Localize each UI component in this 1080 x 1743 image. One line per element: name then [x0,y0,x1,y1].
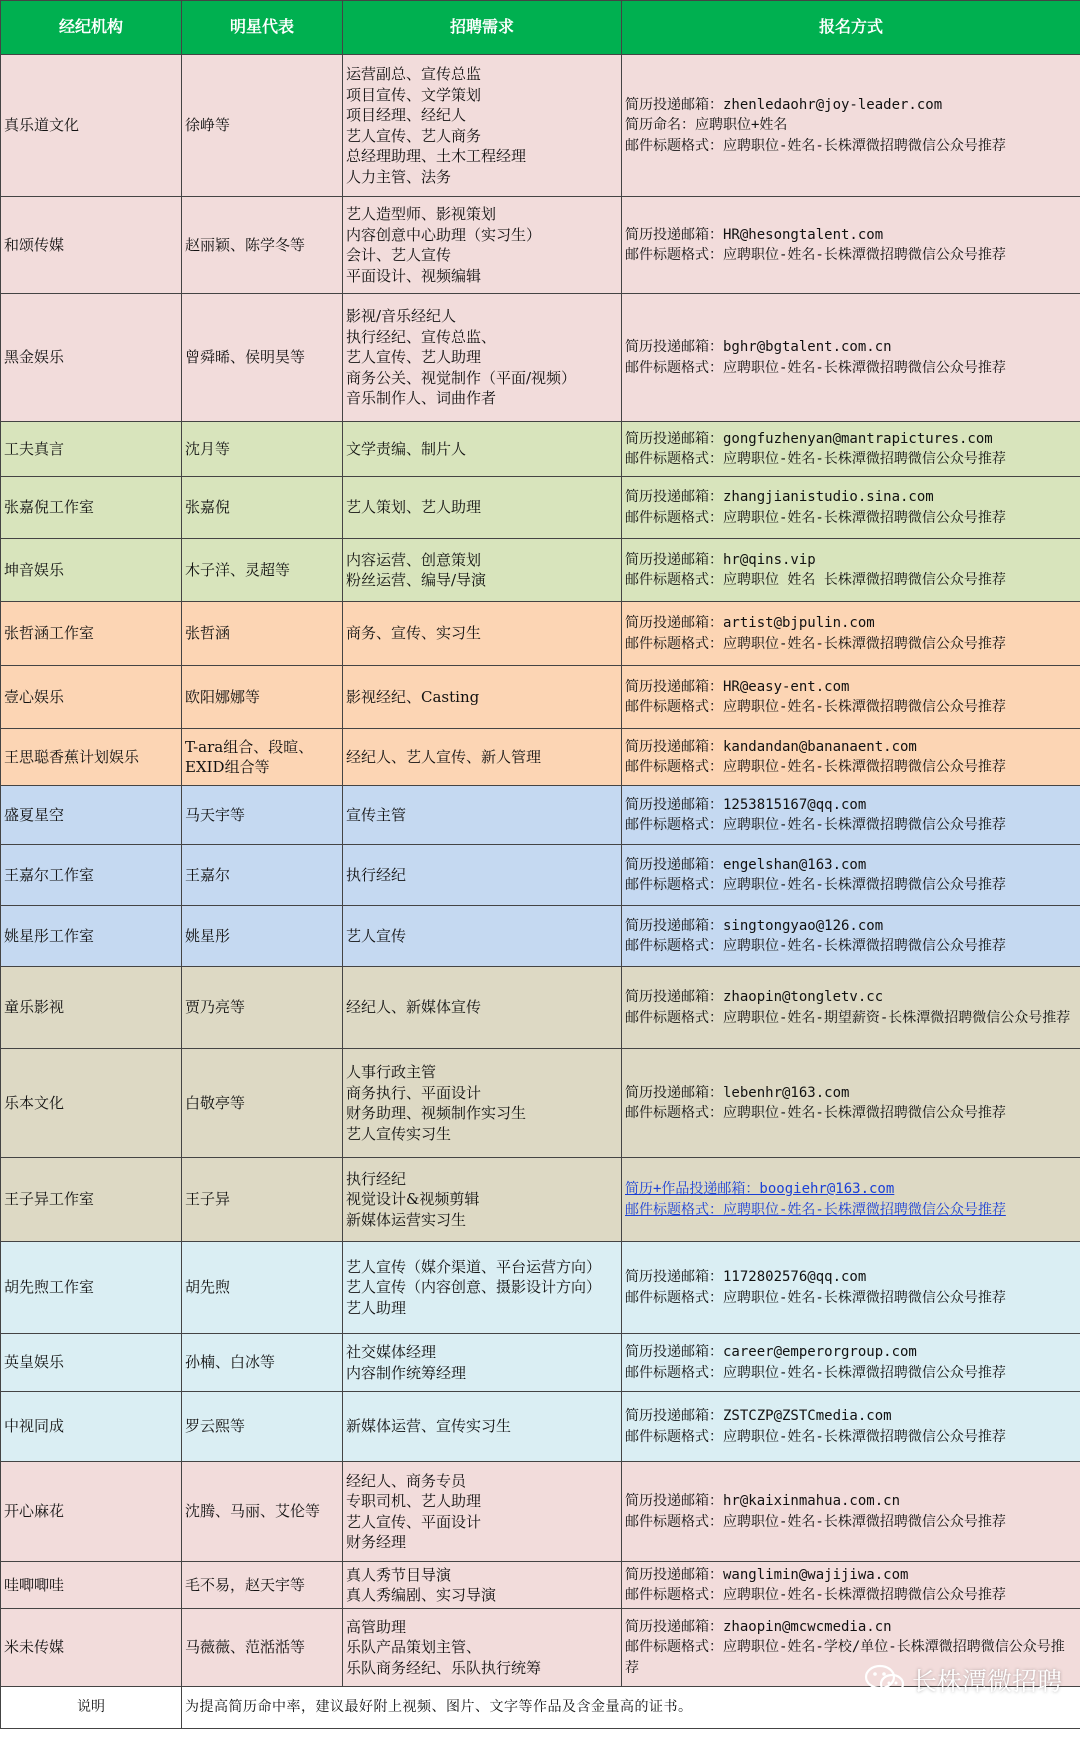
needs-line: 执行经纪 [346,1169,407,1188]
needs-cell [343,1609,622,1687]
table-row [1,666,1080,729]
needs-cell [343,539,622,602]
agency-name: 真乐道文化 [4,116,80,135]
contact-line: 简历投递邮箱：zhenledaohr@joy-leader.com [625,96,943,113]
contact-line: 简历投递邮箱：hr@kaixinmahua.com.cn [625,1493,901,1509]
table-row [1,1158,1080,1242]
table-row [1,1242,1080,1334]
needs-line: 经纪人、商务专员 [346,1471,467,1490]
agency-cell [1,602,182,666]
stars-cell [182,1562,343,1609]
needs-line: 真人秀节目导演 [346,1565,452,1584]
contact-line: 简历投递邮箱：ZSTCZP@ZSTCmedia.com [625,1408,892,1424]
contact-line: 邮件标题格式：应聘职位-姓名-长株潭微招聘微信公众号推荐 [625,1289,1006,1306]
stars-line: 贾乃亮等 [185,998,246,1017]
contact-line: 邮件标题格式：应聘职位-姓名-长株潭微招聘微信公众号推荐 [625,1513,1006,1530]
contact-line: 邮件标题格式：应聘职位-姓名-长株潭微招聘微信公众号推荐 [625,877,1006,893]
needs-line: 财务经理 [346,1533,407,1551]
contact-cell [622,729,1080,786]
agency-cell [1,1049,182,1158]
needs-line: 项目经理、经纪人 [346,106,467,124]
agency-name: 姚星彤工作室 [4,926,95,945]
stars-line: 胡先煦 [185,1278,231,1297]
stars-cell [182,1158,343,1242]
contact-cell [622,1562,1080,1609]
agency-cell [1,1392,182,1462]
contact-line: 邮件标题格式：应聘职位-姓名-学校/单位-长株潭微招聘微信公众号推荐 [625,1639,1065,1676]
needs-line: 人力主管、法务 [346,167,452,186]
stars-cell [182,1462,343,1562]
needs-cell [343,1392,622,1462]
needs-line: 商务执行、平面设计 [346,1083,482,1102]
agency-cell [1,294,182,422]
needs-line: 艺人宣传、平面设计 [346,1512,482,1531]
contact-line: 简历投递邮箱：HR@easy-ent.com [625,678,850,695]
contact-line: 简历投递邮箱：gongfuzhenyan@mantrapictures.com [625,430,993,447]
table-row [1,1562,1080,1609]
agency-name: 盛夏星空 [4,805,65,824]
table-row [1,477,1080,539]
needs-line: 视觉设计&视频剪辑 [346,1190,480,1209]
needs-line: 艺人策划、艺人助理 [346,498,482,517]
table-row [1,1392,1080,1462]
needs-line: 经纪人、新媒体宣传 [346,998,482,1017]
stars-cell [182,666,343,729]
stars-line: 木子洋、灵超等 [185,560,291,579]
table-row [1,602,1080,666]
agency-cell [1,197,182,294]
needs-cell [343,477,622,539]
agency-cell [1,1562,182,1609]
needs-cell [343,197,622,294]
contact-cell [622,1392,1080,1462]
agency-cell [1,786,182,845]
agency-name: 黑金娱乐 [4,348,65,367]
needs-cell [343,1158,622,1242]
needs-line: 文学责编、制片人 [346,439,467,458]
contact-line: 简历投递邮箱：wanglimin@wajijiwa.com [625,1566,909,1583]
contact-line: 简历投递邮箱：hr@qins.vip [625,551,816,568]
stars-line: 马薇薇、范湉湉等 [185,1638,306,1657]
contact-line: 简历命名：应聘职位+姓名 [625,117,788,134]
header-contact: 报名方式 [622,1,1080,55]
agency-name: 开心麻花 [4,1502,65,1521]
agency-cell [1,906,182,967]
stars-cell [182,1392,343,1462]
needs-cell [343,1462,622,1562]
contact-line: 邮件标题格式：应聘职位-姓名-长株潭微招聘微信公众号推荐 [625,509,1006,526]
needs-line: 运营副总、宣传总监 [346,65,482,83]
needs-line: 内容制作统筹经理 [346,1363,467,1382]
needs-cell [343,967,622,1049]
stars-cell [182,729,343,786]
stars-cell [182,845,343,906]
needs-cell [343,1049,622,1158]
contact-line: 简历投递邮箱：engelshan@163.com [625,856,867,873]
table-row [1,1049,1080,1158]
agency-name: 哇唧唧哇 [4,1575,65,1594]
watermark-text: 长株潭微招聘 [911,1667,1062,1696]
agency-cell [1,1242,182,1334]
stars-cell [182,477,343,539]
contact-line: 简历投递邮箱：1253815167@qq.com [625,796,867,813]
contact-line: 邮件标题格式：应聘职位-姓名-长株潭微招聘微信公众号推荐 [625,359,1006,376]
agency-name: 王思聪香蕉计划娱乐 [4,747,140,766]
agency-name: 中视同成 [4,1417,65,1436]
agency-cell [1,1462,182,1562]
contact-line: 简历投递邮箱：artist@bjpulin.com [625,615,875,631]
stars-line: 徐峥等 [185,116,231,135]
contact-line: 简历投递邮箱：lebenhr@163.com [625,1084,850,1101]
needs-line: 乐队产品策划主管、 [346,1638,482,1657]
contact-line: 邮件标题格式：应聘职位-姓名-长株潭微招聘微信公众号推荐 [625,1364,1006,1381]
table-row [1,1334,1080,1392]
contact-line[interactable]: 简历+作品投递邮箱：boogiehr@163.com [625,1181,895,1197]
needs-cell [343,1334,622,1392]
needs-line: 新媒体运营、宣传实习生 [346,1417,512,1436]
contact-line: 邮件标题格式：应聘职位-姓名-长株潭微招聘微信公众号推荐 [625,451,1006,467]
agency-name: 坤音娱乐 [4,560,65,579]
table-row [1,197,1080,294]
needs-line: 艺人宣传（内容创意、摄影设计方向） [346,1278,602,1297]
contact-line: 邮件标题格式：应聘职位-姓名-长株潭微招聘微信公众号推荐 [625,759,1006,775]
contact-cell [622,477,1080,539]
needs-line: 人事行政主管 [346,1063,437,1081]
agency-name: 工夫真言 [4,439,65,458]
stars-cell [182,197,343,294]
agency-name: 童乐影视 [4,998,65,1017]
agency-name: 乐本文化 [4,1093,65,1112]
agency-cell [1,55,182,197]
agency-cell [1,1334,182,1392]
agency-name: 壹心娱乐 [4,687,65,706]
needs-line: 会计、艺人宣传 [346,246,452,264]
contact-cell [622,906,1080,967]
table-row [1,967,1080,1049]
needs-line: 专职司机、艺人助理 [346,1492,482,1510]
stars-cell [182,1334,343,1392]
stars-line: EXID组合等 [185,758,270,776]
table-row [1,786,1080,845]
stars-cell [182,786,343,845]
needs-line: 商务、宣传、实习生 [346,624,482,643]
contact-cell [622,845,1080,906]
stars-line: 欧阳娜娜等 [185,687,261,706]
contact-cell [622,786,1080,845]
contact-line: 邮件标题格式：应聘职位-姓名-长株潭微招聘微信公众号推荐 [625,938,1006,954]
agency-cell [1,1158,182,1242]
note-label: 说明 [1,1687,182,1729]
stars-cell [182,55,343,197]
needs-line: 执行经纪 [346,865,407,884]
agency-name: 王嘉尔工作室 [4,865,95,884]
needs-line: 艺人宣传（媒介渠道、平台运营方向） [346,1257,602,1276]
needs-cell [343,1562,622,1609]
contact-cell [622,967,1080,1049]
needs-cell [343,602,622,666]
stars-cell [182,967,343,1049]
table-row [1,729,1080,786]
header-agency: 经纪机构 [1,1,182,55]
stars-line: 毛不易，赵天宇等 [185,1575,306,1594]
needs-line: 项目宣传、文学策划 [346,85,482,104]
contact-line: 邮件标题格式：应聘职位-姓名-长株潭微招聘微信公众号推荐 [625,817,1006,833]
needs-cell [343,786,622,845]
contact-cell [622,1158,1080,1242]
agency-name: 胡先煦工作室 [4,1278,95,1297]
contact-cell [622,602,1080,666]
table-row [1,55,1080,197]
needs-cell [343,422,622,477]
agency-cell [1,967,182,1049]
contact-cell [622,422,1080,477]
contact-line: 邮件标题格式：应聘职位-姓名-长株潭微招聘微信公众号推荐 [625,137,1006,154]
needs-line: 总经理助理、土木工程经理 [346,147,527,165]
needs-line: 艺人宣传、艺人商务 [346,126,482,145]
needs-line: 高管助理 [346,1617,407,1636]
needs-line: 音乐制作人、词曲作者 [346,389,497,408]
table-row [1,422,1080,477]
contact-cell [622,666,1080,729]
stars-line: 曾舜晞、侯明昊等 [185,348,306,367]
table-row [1,539,1080,602]
needs-cell [343,1242,622,1334]
stars-line: 罗云熙等 [185,1417,246,1436]
stars-cell [182,1242,343,1334]
needs-line: 新媒体运营实习生 [346,1210,467,1229]
stars-line: 沈腾、马丽、艾伦等 [185,1502,321,1521]
contact-cell [622,1462,1080,1562]
wechat-icon [864,1663,906,1697]
header-row [1,1,1080,55]
table-row [1,294,1080,422]
contact-cell [622,1242,1080,1334]
contact-line: 简历投递邮箱：zhaopin@tongletv.cc [625,989,884,1005]
stars-cell [182,1609,343,1687]
needs-line: 艺人宣传 [346,926,407,945]
needs-line: 艺人宣传、艺人助理 [346,348,482,367]
contact-line: 邮件标题格式：应聘职位-姓名-期望薪资-长株潭微招聘微信公众号推荐 [625,1009,1071,1026]
agency-cell [1,539,182,602]
needs-line: 艺人助理 [346,1298,407,1317]
needs-line: 财务助理、视频制作实习生 [346,1104,527,1122]
contact-cell [622,1049,1080,1158]
table-row [1,906,1080,967]
stars-line: 王子异 [185,1190,231,1209]
stars-line: 王嘉尔 [185,865,231,884]
needs-cell [343,729,622,786]
watermark [864,1662,1062,1698]
needs-line: 经纪人、艺人宣传、新人管理 [346,747,542,766]
stars-line: 白敬亭等 [185,1093,246,1112]
needs-cell [343,906,622,967]
table-body [1,55,1080,1687]
table-row [1,845,1080,906]
stars-line: 姚星彤 [185,926,231,945]
needs-line: 艺人造型师、影视策划 [346,205,497,223]
agency-cell [1,666,182,729]
needs-line: 内容运营、创意策划 [346,550,482,569]
needs-line: 影视/音乐经纪人 [346,307,457,326]
contact-line: 简历投递邮箱：kandandan@bananaent.com [625,738,917,755]
needs-cell [343,666,622,729]
contact-line: 邮件标题格式：应聘职位-姓名-长株潭微招聘微信公众号推荐 [625,1428,1006,1445]
agency-name: 米未传媒 [4,1638,65,1657]
header-stars: 明星代表 [182,1,343,55]
stars-line: 赵丽颖、陈学冬等 [185,235,306,254]
contact-line: 邮件标题格式：应聘职位-姓名-长株潭微招聘微信公众号推荐 [625,1587,1006,1603]
stars-line: 马天宇等 [185,805,246,824]
contact-line: 简历投递邮箱：singtongyao@126.com [625,917,884,934]
contact-line: 简历投递邮箱：zhaopin@mcwcmedia.cn [625,1618,892,1635]
header-needs: 招聘需求 [343,1,622,55]
stars-cell [182,294,343,422]
agency-cell [1,1609,182,1687]
contact-cell [622,55,1080,197]
stars-cell [182,422,343,477]
contact-line: 邮件标题格式：应聘职位-姓名-长株潭微招聘微信公众号推荐 [625,1105,1006,1121]
needs-line: 乐队商务经纪、乐队执行统筹 [346,1658,542,1677]
agency-name: 张哲涵工作室 [4,624,95,643]
contact-line: 邮件标题格式：应聘职位-姓名-长株潭微招聘微信公众号推荐 [625,247,1006,263]
needs-line: 艺人宣传实习生 [346,1124,452,1143]
needs-line: 平面设计、视频编辑 [346,266,482,285]
needs-line: 执行经纪、宣传总监、 [346,327,497,346]
needs-line: 社交媒体经理 [346,1343,437,1361]
needs-line: 粉丝运营、编导/导演 [346,571,487,589]
needs-line: 内容创意中心助理（实习生） [346,225,542,244]
contact-line: 邮件标题格式：应聘职位-姓名-长株潭微招聘微信公众号推荐 [625,699,1006,715]
stars-cell [182,1049,343,1158]
stars-cell [182,539,343,602]
stars-line: 张哲涵 [185,624,231,643]
contact-cell [622,294,1080,422]
contact-line: 简历投递邮箱：zhangjianistudio.sina.com [625,489,934,505]
needs-line: 影视经纪、Casting [346,687,480,706]
table-row [1,1462,1080,1562]
stars-cell [182,906,343,967]
stars-line: 孙楠、白冰等 [185,1353,276,1372]
contact-cell [622,1334,1080,1392]
contact-cell [622,197,1080,294]
agency-cell [1,729,182,786]
needs-cell [343,845,622,906]
contact-line: 邮件标题格式：应聘职位-姓名-长株潭微招聘微信公众号推荐 [625,635,1006,652]
agency-name: 和颂传媒 [4,235,65,254]
agency-name: 王子异工作室 [4,1190,95,1209]
note-text: 为提高简历命中率，建议最好附上视频、图片、文字等作品及含金量高的证书。 [182,1687,1080,1729]
contact-line: 简历投递邮箱：career@emperorgroup.com [625,1344,917,1360]
contact-line[interactable]: 邮件标题格式：应聘职位-姓名-长株潭微招聘微信公众号推荐 [625,1201,1006,1218]
stars-line: T-ara组合、段暄、 [185,737,314,756]
contact-line: 简历投递邮箱：bghr@bgtalent.com.cn [625,339,892,355]
contact-line: 简历投递邮箱：HR@hesongtalent.com [625,226,884,243]
agency-cell [1,422,182,477]
needs-line: 宣传主管 [346,805,407,824]
stars-line: 张嘉倪 [185,498,231,517]
contact-line: 简历投递邮箱：1172802576@qq.com [625,1269,867,1285]
needs-line: 真人秀编剧、实习导演 [346,1586,497,1604]
needs-cell [343,294,622,422]
stars-line: 沈月等 [185,439,231,458]
contact-cell [622,539,1080,602]
needs-cell [343,55,622,197]
contact-line: 邮件标题格式：应聘职位 姓名 长株潭微招聘微信公众号推荐 [625,572,1006,588]
agency-cell [1,845,182,906]
agency-name: 张嘉倪工作室 [4,498,95,517]
agency-name: 英皇娱乐 [4,1353,65,1372]
needs-line: 商务公关、视觉制作（平面/视频） [346,368,577,387]
agency-cell [1,477,182,539]
stars-cell [182,602,343,666]
